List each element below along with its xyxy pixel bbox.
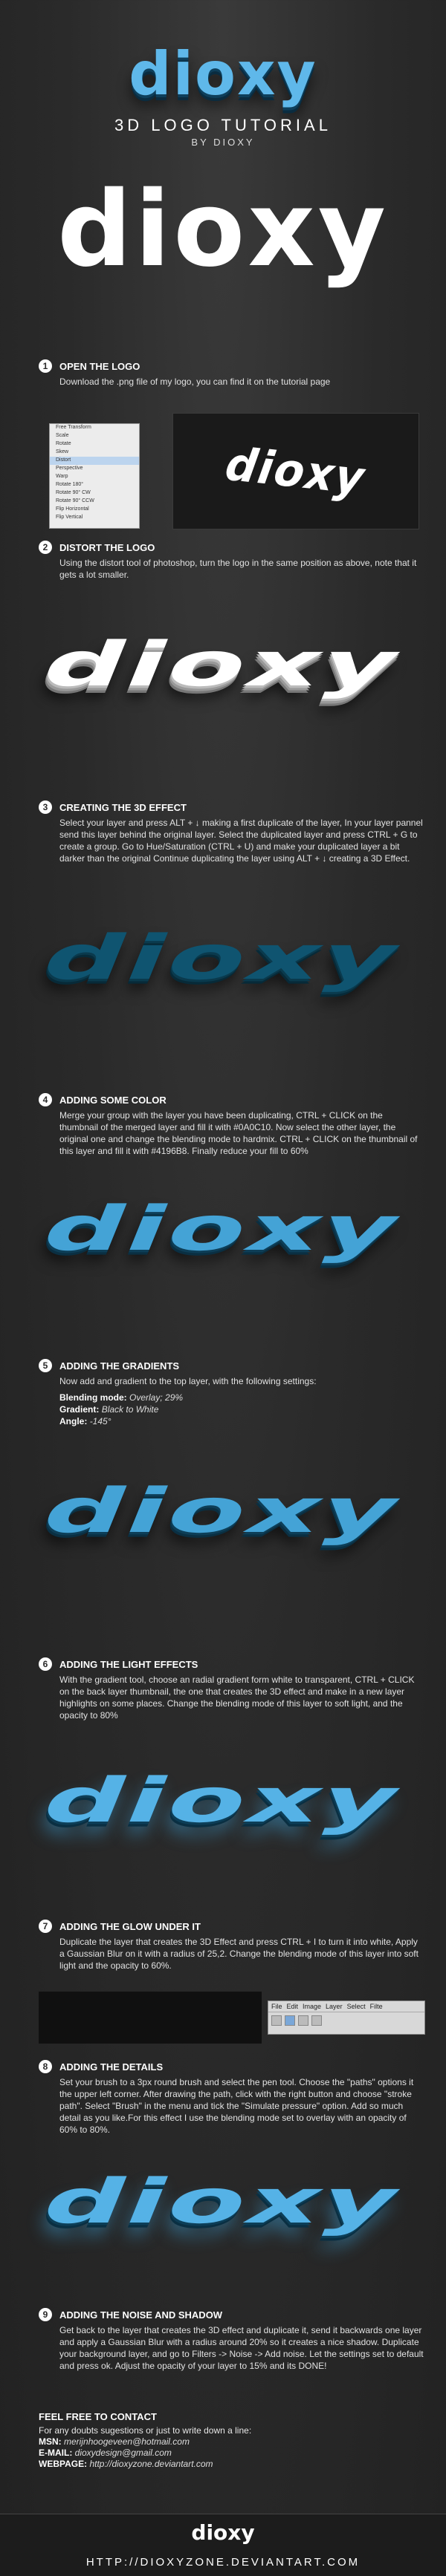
demo-logo-teal: dioxy — [31, 922, 415, 994]
photoshop-toolbar — [268, 2001, 425, 2035]
menu-item[interactable]: Distort — [50, 457, 139, 465]
distort-canvas — [172, 413, 419, 529]
step-text: Duplicate the layer that creates the 3D Effect and press CTRL + I to turn it into white, Apply a Gaussian Blur on it with a radius of 25,2. Change the blending mode of this layer into soft light and the opacity to 60%. — [59, 1937, 418, 1971]
step-text: Get back to the layer that creates the 3D effect and duplicate it, send it backwards one layer and apply a Gaussian Blur with a radius around 20% so it creates a nice shadow. Duplicate your background layer, and go to Filters -> Noise -> Add noise. Let the settings set to default and press ok. Adjust the opacity of your layer to 15% and its DONE! — [59, 2325, 424, 2371]
step-text: Select your layer and press ALT + ↓ making a first duplicate of the layer, In your layer pannel send this layer behind the original layer. Select the duplicated layer and press CTRL + G to create a group. Go to Hue/Saturation (CTRL + U) and make your duplicated layer a bit darker than the original Continue duplicating the layer using ALT + ↓ creating a 3D Effect. — [59, 818, 423, 864]
flat-white-logo: dioxy — [57, 169, 389, 290]
setting-value: -145° — [89, 1416, 112, 1426]
pen-tool-icon[interactable] — [271, 2015, 282, 2026]
contact-section — [39, 2411, 424, 2470]
step-number: 4 — [39, 1093, 52, 1106]
menu-item[interactable]: Rotate 90° CCW — [56, 498, 94, 503]
step-title: CREATING THE 3D EFFECT — [59, 801, 187, 813]
step-title: ADDING THE NOISE AND SHADOW — [59, 2309, 223, 2321]
ps-menu-item[interactable]: File — [271, 2003, 282, 2010]
paths-option-icon[interactable] — [285, 2015, 295, 2026]
demo-logo-details: dioxy — [31, 2166, 415, 2237]
step-text: Using the distort tool of photoshop, turn the logo in the same position as above, note that it gets a lot smaller. — [59, 558, 417, 580]
fill-option-icon[interactable] — [311, 2015, 322, 2026]
msn-address[interactable]: merijnhoogeveen@hotmail.com — [64, 2436, 190, 2447]
step-title: ADDING THE DETAILS — [59, 2061, 164, 2073]
menu-item[interactable]: Warp — [56, 474, 68, 479]
step-4 — [39, 1093, 424, 1157]
step-text: With the gradient tool, choose an radial gradient form white to transparent, CTRL + CLICK on the back layer thumbnail, the one that creates the 3D effect and make in a new layer highlights on some places. Change the blending mode of this layer to soft light, and the opacity to 80% — [59, 1675, 415, 1721]
ps-menu-item[interactable]: Layer — [326, 2003, 343, 2010]
step-2 — [39, 541, 424, 581]
ps-menu-item[interactable]: Edit — [286, 2003, 299, 2010]
ps-menu-item[interactable]: Filte — [369, 2003, 383, 2010]
tutorial-byline: BY DIOXY — [191, 137, 255, 148]
header-logo-3d: dioxy — [129, 39, 317, 108]
step-title: ADDING THE GLOW UNDER IT — [59, 1920, 201, 1932]
demo-logo-blue: dioxy — [31, 1193, 415, 1265]
step-title: ADDING THE GRADIENTS — [59, 1360, 180, 1372]
demo-logo-white-3d: dioxy — [31, 629, 415, 700]
step-3 — [39, 800, 424, 864]
contact-intro: For any doubts sugestions or just to write down a line: — [39, 2425, 252, 2436]
shape-option-icon[interactable] — [298, 2015, 308, 2026]
step-number: 3 — [39, 800, 52, 814]
step-text: Merge your group with the layer you have been duplicating, CTRL + CLICK on the thumbnail of the merged layer and fill it with #0A0C10. Now select the other layer, the original one and change the blending mode to hardmix. CTRL + CLICK on the thumbnail of this layer and fill it with #4196B8. Finally reduce your fill to 60% — [59, 1110, 418, 1156]
menu-item[interactable]: Rotate — [56, 441, 71, 446]
setting-label: Angle: — [59, 1416, 88, 1426]
step-intro: Now add and gradient to the top layer, with the following settings: — [59, 1376, 317, 1386]
step-9 — [39, 2308, 424, 2372]
demo-logo-gradient: dioxy — [31, 1476, 415, 1547]
menu-item[interactable]: Flip Vertical — [56, 515, 83, 520]
menu-item[interactable]: Flip Horizontal — [56, 506, 89, 512]
step-5 — [39, 1359, 424, 1427]
step-title: ADDING SOME COLOR — [59, 1094, 167, 1106]
transform-menu — [49, 423, 140, 529]
step-number: 6 — [39, 1657, 52, 1671]
step-number: 7 — [39, 1920, 52, 1933]
menu-item[interactable]: Perspective — [56, 466, 83, 471]
menu-item[interactable]: Rotate 180° — [56, 482, 84, 487]
step-text — [59, 1375, 424, 1427]
step-text: Download the .png file of my logo, you can find it on the tutorial page — [59, 376, 331, 387]
step-title: OPEN THE LOGO — [59, 360, 140, 372]
menu-item[interactable]: Skew — [56, 449, 69, 454]
setting-label: Blending mode: — [59, 1392, 127, 1403]
glow-preview — [39, 1992, 262, 2044]
step-8 — [39, 2060, 424, 2136]
contact-title: FEEL FREE TO CONTACT — [39, 2411, 157, 2422]
ps-menu-item[interactable]: Image — [303, 2003, 322, 2010]
menu-item[interactable]: Scale — [56, 433, 69, 438]
setting-value: Black to White — [101, 1404, 159, 1415]
tutorial-title: 3D LOGO TUTORIAL — [114, 116, 332, 134]
gradient-settings — [59, 1392, 424, 1427]
email-address[interactable]: dioxydesign@gmail.com — [74, 2448, 172, 2458]
step-title: DISTORT THE LOGO — [59, 541, 155, 553]
ps-menu-bar — [268, 2001, 424, 2012]
step-number: 8 — [39, 2060, 52, 2073]
setting-value: Overlay; 29% — [129, 1392, 184, 1403]
step-number: 2 — [39, 541, 52, 554]
step-title: ADDING THE LIGHT EFFECTS — [59, 1658, 198, 1670]
menu-item[interactable]: Free Transform — [56, 425, 91, 430]
distorted-logo: dioxy — [217, 437, 375, 505]
email-label: E-MAIL: — [39, 2448, 73, 2458]
footer-logo: dioxy — [191, 2520, 255, 2545]
step-text: Set your brush to a 3px round brush and select the pen tool. Choose the "paths" options it the upper left corner. After drawing the path, click with the right button and choose "stroke path". Select "Brush" in the menu and tick the "Simulate pressure" option. Add so much detail as you like.For this effect I use the blending mode set to overlay with an opacity of 60% to 80%. — [59, 2077, 414, 2135]
ps-tool-options — [268, 2012, 424, 2029]
footer — [0, 2514, 446, 2576]
step-7 — [39, 1920, 424, 1972]
step-number: 9 — [39, 2308, 52, 2321]
footer-url[interactable]: HTTP://DIOXYZONE.DEVIANTART.COM — [85, 2556, 361, 2569]
step-number: 1 — [39, 359, 52, 373]
step-6 — [39, 1657, 424, 1721]
msn-label: MSN: — [39, 2436, 62, 2447]
step-1 — [39, 359, 424, 388]
web-link[interactable]: http://dioxyzone.deviantart.com — [89, 2459, 213, 2469]
ps-menu-item[interactable]: Select — [346, 2003, 366, 2010]
menu-item[interactable]: Rotate 90° CW — [56, 490, 91, 495]
step-number: 5 — [39, 1359, 52, 1372]
setting-label: Gradient: — [59, 1404, 100, 1415]
web-label: WEBPAGE: — [39, 2459, 88, 2469]
demo-logo-light: dioxy — [31, 1765, 415, 1836]
